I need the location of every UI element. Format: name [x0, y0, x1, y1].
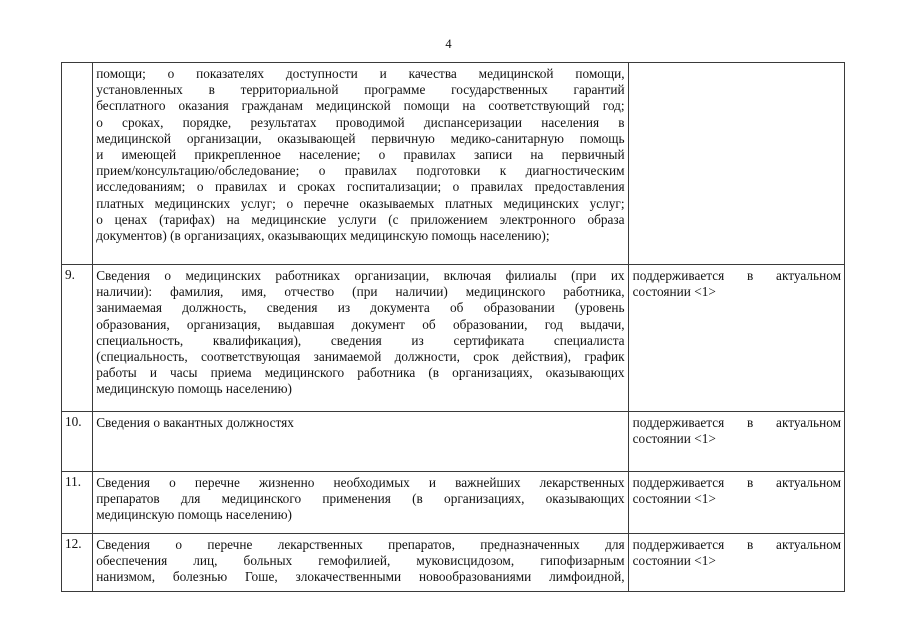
row-description-cell: [93, 412, 628, 472]
description-line: работы и часы приема медицинского работника (в организациях, оказывающих: [96, 365, 625, 381]
status-line: поддерживается в актуальном: [632, 415, 841, 430]
row-description-cell: [93, 63, 628, 265]
description-line: медицинскую помощь населению): [96, 507, 292, 523]
table-row: [62, 63, 845, 265]
description-line: (специальность, соответствующая занимаемой должности, срок действия), график: [96, 349, 625, 365]
description-line: документов) (в организациях, оказывающих медицинскую помощь населению);: [96, 228, 550, 244]
row-number-cell: [62, 412, 93, 472]
status-line: поддерживается в актуальном: [632, 475, 841, 490]
row-description: [93, 534, 627, 586]
description-line: бесплатного оказания гражданам медицинской помощи на соответствующий год;: [96, 98, 625, 114]
row-status-cell: [628, 534, 844, 592]
row-status: [629, 534, 844, 569]
description-line: исследованиям; о правилах и сроках госпитализации; о правилах предоставления: [96, 179, 625, 195]
row-number-cell: [62, 265, 93, 412]
description-line: о сроках, порядке, результатах проводимой диспансеризации населения в: [96, 114, 625, 130]
row-description-cell: [93, 472, 628, 534]
description-line: занимаемая должность, сведения из документа об образовании (уровень: [96, 300, 625, 316]
row-number: 9.: [65, 267, 75, 282]
row-number-cell: [62, 534, 93, 592]
row-status: [629, 472, 844, 507]
description-line: нанизмом, болезнью Гоше, злокачественными новообразованиями лимфоидной,: [96, 569, 625, 585]
description-line: установленных в территориальной программе государственных гарантий: [96, 82, 625, 98]
row-number: 11.: [65, 474, 82, 489]
status-line: состоянии <1>: [632, 491, 716, 507]
description-line: прием/консультацию/обследование; о правилах подготовки к диагностическим: [96, 163, 625, 179]
row-number: [62, 63, 92, 65]
description-line: препаратов для медицинского применения (в организациях, оказывающих: [96, 491, 625, 507]
description-line: Сведения о перечне лекарственных препаратов, предназначенных для: [96, 537, 625, 552]
description-line: Сведения о перечне жизненно необходимых и важнейших лекарственных: [96, 475, 625, 490]
description-line: и имеющей прикрепленное население; о правилах записи на первичный: [96, 147, 625, 163]
table-row: [62, 412, 845, 472]
status-line: поддерживается в актуальном: [632, 268, 841, 283]
row-status-cell: [628, 63, 844, 265]
description-line: Сведения о медицинских работниках организации, включая филиалы (при их: [96, 268, 625, 283]
description-line: медицинской организации, оказывающей первичную медико-санитарную помощь: [96, 130, 625, 146]
description-line: специальность, квалификация), сведения из сертификата специалиста: [96, 332, 625, 348]
description-line: помощи; о показателях доступности и качества медицинской помощи,: [96, 66, 625, 81]
table-row: [62, 534, 845, 592]
row-description: [93, 63, 627, 244]
row-status: [629, 412, 844, 447]
row-description-cell: [93, 265, 628, 412]
description-line: обеспечения лиц, больных гемофилией, муковисцидозом, гипофизарным: [96, 553, 625, 569]
description-line: о ценах (тарифах) на медицинские услуги (с приложением электронного образа: [96, 211, 625, 227]
row-description: [93, 265, 627, 398]
description-line: платных медицинских услуг; о перечне оказываемых платных медицинских услуг;: [96, 195, 625, 211]
table-row: [62, 472, 845, 534]
row-number-cell: [62, 472, 93, 534]
row-number-cell: [62, 63, 93, 265]
row-description: [93, 472, 627, 524]
description-line: наличии): фамилия, имя, отчество (при наличии) медицинского работника,: [96, 284, 625, 300]
row-description: [93, 412, 627, 431]
page-number: 4: [445, 37, 452, 51]
row-number: 10.: [65, 414, 82, 429]
description-line: Сведения о вакантных должностях: [96, 415, 294, 430]
description-line: образования, организация, выдавшая документ об образовании, год выдачи,: [96, 316, 625, 332]
status-line: состоянии <1>: [632, 431, 716, 447]
status-line: состоянии <1>: [632, 553, 716, 569]
row-number: 12.: [65, 536, 82, 551]
table-row: [62, 265, 845, 412]
row-description-cell: [93, 534, 628, 592]
status-line: состоянии <1>: [632, 284, 716, 300]
row-status-cell: [628, 472, 844, 534]
status-line: поддерживается в актуальном: [632, 537, 841, 552]
description-line: медицинскую помощь населению): [96, 381, 292, 397]
row-status-cell: [628, 265, 844, 412]
row-status-cell: [628, 412, 844, 472]
requirements-table: [61, 62, 845, 592]
row-status: [629, 265, 844, 300]
